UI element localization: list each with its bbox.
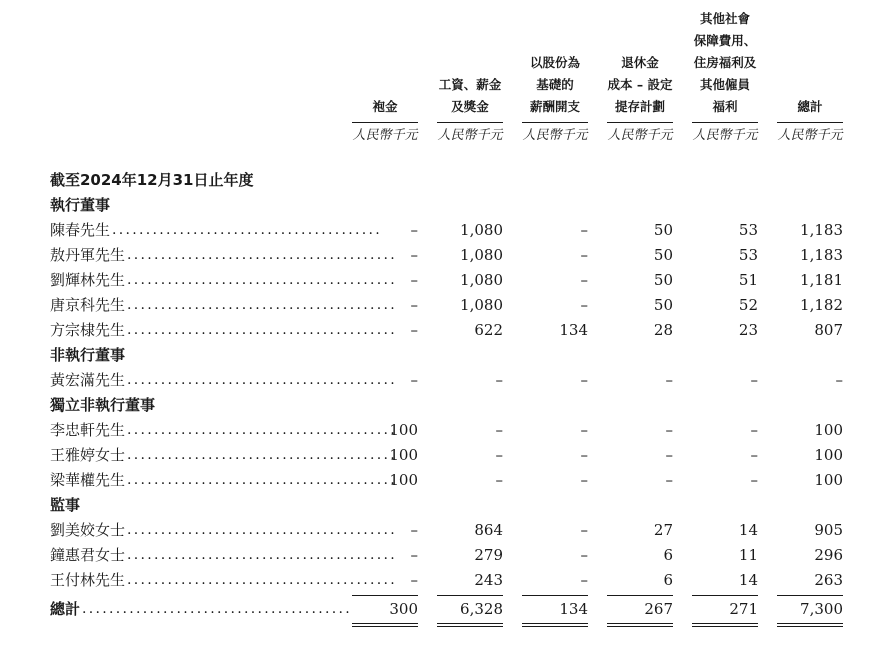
- value-cell: 100: [389, 471, 418, 489]
- value-cell: –: [410, 571, 418, 589]
- value-cell: 100: [389, 421, 418, 439]
- total-double-rule: [607, 623, 673, 627]
- section-title: 監事: [50, 496, 81, 514]
- leader-dots: ........................................: [127, 522, 398, 538]
- total-label: 總計: [50, 600, 81, 618]
- person-name: 方宗棣先生: [50, 321, 126, 339]
- column-header: [770, 96, 850, 118]
- header-rule: [352, 122, 418, 123]
- value-cell: –: [750, 421, 758, 439]
- value-cell: –: [750, 371, 758, 389]
- value-cell: –: [580, 221, 588, 239]
- value-cell: 905: [814, 521, 843, 539]
- value-cell: 300: [389, 600, 418, 618]
- value-cell: 100: [814, 471, 843, 489]
- value-cell: –: [665, 471, 673, 489]
- total-row: [0, 597, 890, 622]
- section-title: 執行董事: [50, 196, 111, 214]
- section-title: 非執行董事: [50, 346, 126, 364]
- column-header-line: 袍金: [372, 99, 398, 114]
- value-cell: 1,182: [800, 296, 843, 314]
- value-cell: 14: [738, 571, 758, 589]
- total-double-rule: [522, 623, 588, 627]
- header-rule: [692, 122, 758, 123]
- person-name: 劉輝林先生: [50, 271, 126, 289]
- value-cell: 1,183: [800, 221, 843, 239]
- person-name: 唐京科先生: [50, 296, 126, 314]
- value-cell: –: [580, 471, 588, 489]
- header-rule: [437, 122, 503, 123]
- leader-dots: ........................................: [127, 572, 398, 588]
- value-cell: 100: [814, 421, 843, 439]
- column-header-line: 福利: [712, 99, 738, 114]
- table-row: [0, 243, 890, 268]
- person-name: 敖丹軍先生: [50, 246, 126, 264]
- value-cell: –: [495, 421, 503, 439]
- value-cell: 134: [559, 600, 588, 618]
- value-cell: 50: [653, 271, 673, 289]
- value-cell: 1,080: [460, 246, 503, 264]
- leader-dots: ........................................: [127, 272, 398, 288]
- value-cell: –: [495, 371, 503, 389]
- value-cell: –: [665, 446, 673, 464]
- column-header-line: 薪酬開支: [529, 99, 580, 114]
- value-cell: –: [580, 571, 588, 589]
- subtotal-rule: [352, 595, 418, 596]
- column-header: [345, 96, 425, 118]
- value-cell: 7,300: [800, 600, 843, 618]
- unit-label: 人民幣千元: [437, 128, 503, 143]
- table-row: [0, 268, 890, 293]
- leader-dots: ........................................: [127, 372, 398, 388]
- unit-label: 人民幣千元: [692, 128, 758, 143]
- value-cell: –: [750, 471, 758, 489]
- person-name: 李忠軒先生: [50, 421, 126, 439]
- column-header-line: 退休金: [621, 55, 659, 70]
- table-row: [0, 518, 890, 543]
- column-header-line: 保障費用、: [693, 33, 757, 48]
- leader-dots: ........................................: [127, 472, 398, 488]
- value-cell: 27: [653, 521, 673, 539]
- leader-dots: ........................................: [127, 447, 398, 463]
- subtotal-rule: [437, 595, 503, 596]
- value-cell: 296: [814, 546, 843, 564]
- total-double-rule: [777, 623, 843, 627]
- header-rule: [522, 122, 588, 123]
- column-header-line: 其他社會: [699, 11, 750, 26]
- column-header: [685, 8, 765, 118]
- value-cell: 267: [644, 600, 673, 618]
- leader-dots: ........................................: [127, 422, 398, 438]
- value-cell: 1,080: [460, 296, 503, 314]
- value-cell: –: [410, 371, 418, 389]
- value-cell: 622: [474, 321, 503, 339]
- leader-dots: ........................................: [127, 547, 398, 563]
- subtotal-rule: [692, 595, 758, 596]
- value-cell: –: [580, 296, 588, 314]
- table-row: [0, 468, 890, 493]
- value-cell: 1,080: [460, 221, 503, 239]
- subtotal-rule: [522, 595, 588, 596]
- header-rule: [777, 122, 843, 123]
- value-cell: 28: [653, 321, 673, 339]
- value-cell: –: [750, 446, 758, 464]
- value-cell: –: [410, 246, 418, 264]
- person-name: 梁華權先生: [50, 471, 126, 489]
- value-cell: 6,328: [460, 600, 503, 618]
- column-header: [600, 52, 680, 118]
- unit-label: 人民幣千元: [777, 128, 843, 143]
- table-row: [0, 293, 890, 318]
- table-row: [0, 568, 890, 593]
- column-header-line: 及獎金: [451, 99, 489, 114]
- value-cell: –: [580, 271, 588, 289]
- header-rule: [607, 122, 673, 123]
- value-cell: 263: [814, 571, 843, 589]
- value-cell: 807: [814, 321, 843, 339]
- column-header-line: 工資、薪金: [438, 77, 502, 92]
- value-cell: –: [580, 421, 588, 439]
- value-cell: –: [580, 546, 588, 564]
- column-header-line: 基礎的: [536, 77, 574, 92]
- value-cell: 50: [653, 246, 673, 264]
- value-cell: –: [410, 296, 418, 314]
- value-cell: 864: [474, 521, 503, 539]
- table-row: [0, 418, 890, 443]
- value-cell: –: [410, 221, 418, 239]
- value-cell: –: [665, 371, 673, 389]
- value-cell: –: [835, 371, 843, 389]
- column-header-line: 提存計劃: [614, 99, 665, 114]
- value-cell: –: [580, 446, 588, 464]
- table-row: [0, 218, 890, 243]
- value-cell: 23: [738, 321, 758, 339]
- person-name: 王雅婷女士: [50, 446, 126, 464]
- person-name: 劉美姣女士: [50, 521, 126, 539]
- value-cell: 50: [653, 296, 673, 314]
- value-cell: –: [665, 421, 673, 439]
- person-name: 黃宏滿先生: [50, 371, 126, 389]
- period-title: 截至2024年12月31日止年度: [50, 171, 254, 189]
- value-cell: 6: [663, 571, 673, 589]
- value-cell: –: [495, 471, 503, 489]
- value-cell: –: [410, 321, 418, 339]
- total-double-rule: [352, 623, 418, 627]
- total-double-rule: [437, 623, 503, 627]
- value-cell: 53: [738, 246, 758, 264]
- value-cell: 11: [738, 546, 758, 564]
- leader-dots: ........................................: [127, 247, 398, 263]
- person-name: 陳春先生: [50, 221, 111, 239]
- total-double-rule: [692, 623, 758, 627]
- value-cell: 1,181: [800, 271, 843, 289]
- person-name: 王付林先生: [50, 571, 126, 589]
- section-title: 獨立非執行董事: [50, 396, 156, 414]
- leader-dots: ........................................: [127, 297, 398, 313]
- column-header-line: 成本 – 設定: [607, 77, 673, 92]
- leader-dots: ........................................: [112, 222, 383, 238]
- table-row: [0, 368, 890, 393]
- value-cell: –: [495, 446, 503, 464]
- column-header-line: 住房福利及: [693, 55, 757, 70]
- column-header-line: 以股份為: [529, 55, 580, 70]
- unit-label: 人民幣千元: [607, 128, 673, 143]
- subtotal-rule: [607, 595, 673, 596]
- value-cell: 52: [738, 296, 758, 314]
- value-cell: 279: [474, 546, 503, 564]
- value-cell: 6: [663, 546, 673, 564]
- value-cell: 14: [738, 521, 758, 539]
- person-name: 鐘惠君女士: [50, 546, 126, 564]
- column-header: [430, 74, 510, 118]
- value-cell: 100: [814, 446, 843, 464]
- leader-dots: ........................................: [82, 601, 353, 617]
- value-cell: –: [410, 546, 418, 564]
- value-cell: 50: [653, 221, 673, 239]
- column-header-line: 其他僱員: [699, 77, 750, 92]
- unit-label: 人民幣千元: [522, 128, 588, 143]
- table-row: [0, 318, 890, 343]
- value-cell: –: [580, 371, 588, 389]
- value-cell: –: [580, 246, 588, 264]
- value-cell: –: [580, 521, 588, 539]
- value-cell: 271: [729, 600, 758, 618]
- column-header: [515, 52, 595, 118]
- value-cell: –: [410, 521, 418, 539]
- value-cell: 1,080: [460, 271, 503, 289]
- unit-label: 人民幣千元: [352, 128, 418, 143]
- value-cell: 134: [559, 321, 588, 339]
- column-header-line: 總計: [797, 99, 823, 114]
- value-cell: 100: [389, 446, 418, 464]
- value-cell: 243: [474, 571, 503, 589]
- table-row: [0, 443, 890, 468]
- table-row: [0, 543, 890, 568]
- value-cell: 1,183: [800, 246, 843, 264]
- leader-dots: ........................................: [127, 322, 398, 338]
- subtotal-rule: [777, 595, 843, 596]
- value-cell: 53: [738, 221, 758, 239]
- value-cell: 51: [738, 271, 758, 289]
- value-cell: –: [410, 271, 418, 289]
